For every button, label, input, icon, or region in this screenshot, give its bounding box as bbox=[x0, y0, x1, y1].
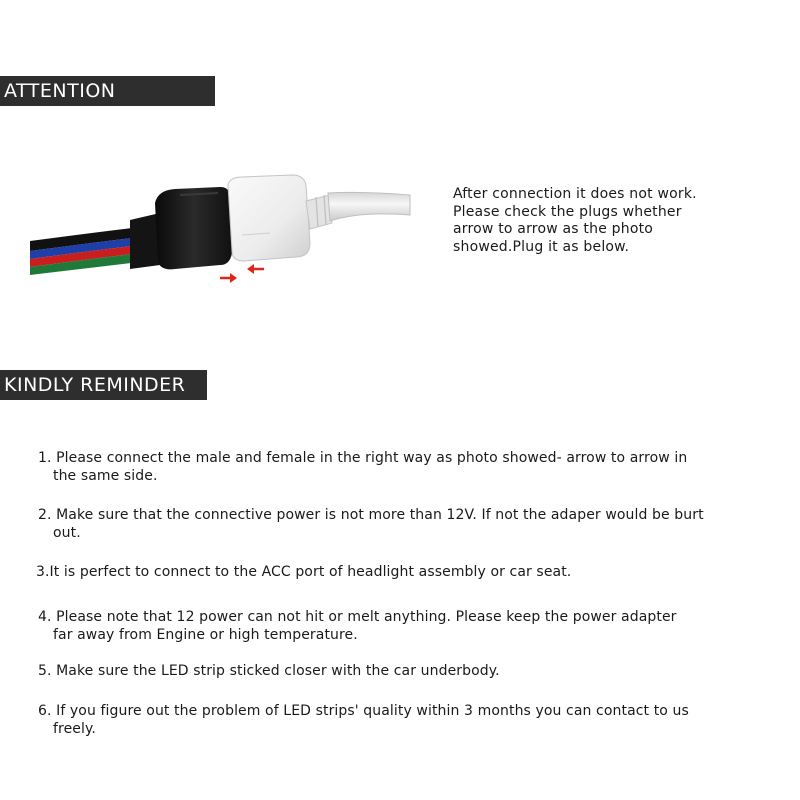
reminder-item-text: 6. If you figure out the problem of LED strips' quality within 3 months you can contact to us bbox=[38, 703, 689, 719]
attention-heading: ATTENTION bbox=[0, 76, 215, 106]
reminder-heading: KINDLY REMINDER bbox=[0, 370, 207, 400]
attention-line: After connection it does not work. bbox=[453, 186, 697, 202]
reminder-item-continuation: freely. bbox=[53, 720, 96, 737]
reminder-item bbox=[38, 609, 758, 644]
white-cable-icon bbox=[328, 192, 410, 221]
attention-line: arrow to arrow as the photo bbox=[453, 221, 654, 237]
reminder-item bbox=[38, 450, 758, 485]
reminder-item bbox=[38, 507, 758, 542]
attention-text bbox=[453, 186, 753, 256]
reminder-item bbox=[38, 663, 758, 681]
reminder-item-continuation: far away from Engine or high temperature. bbox=[53, 626, 358, 643]
reminder-item-continuation: the same side. bbox=[53, 467, 158, 484]
attention-line: showed.Plug it as below. bbox=[453, 238, 630, 255]
wire-ribbon-icon bbox=[30, 227, 140, 275]
reminder-item-text: 3.It is perfect to connect to the ACC port of headlight assembly or car seat. bbox=[36, 564, 572, 580]
rgb-connector-photo-icon bbox=[30, 165, 420, 295]
reminder-item-text: 4. Please note that 12 power can not hit or melt anything. Please keep the power adapter bbox=[38, 609, 677, 625]
reminder-item-text: 5. Make sure the LED strip sticked closer with the car underbody. bbox=[38, 663, 500, 679]
reminder-item bbox=[38, 703, 758, 738]
black-plug-icon bbox=[130, 187, 232, 269]
white-plug-icon bbox=[228, 175, 332, 261]
reminder-item-text: 2. Make sure that the connective power is not more than 12V. If not the adaper would be burt bbox=[38, 507, 704, 523]
reminder-item-continuation: out. bbox=[53, 524, 81, 541]
attention-line: Please check the plugs whether bbox=[453, 203, 682, 220]
reminder-item bbox=[36, 564, 756, 582]
reminder-item-text: 1. Please connect the male and female in the right way as photo showed- arrow to arrow in bbox=[38, 450, 688, 466]
red-arrow-icon bbox=[220, 264, 264, 283]
